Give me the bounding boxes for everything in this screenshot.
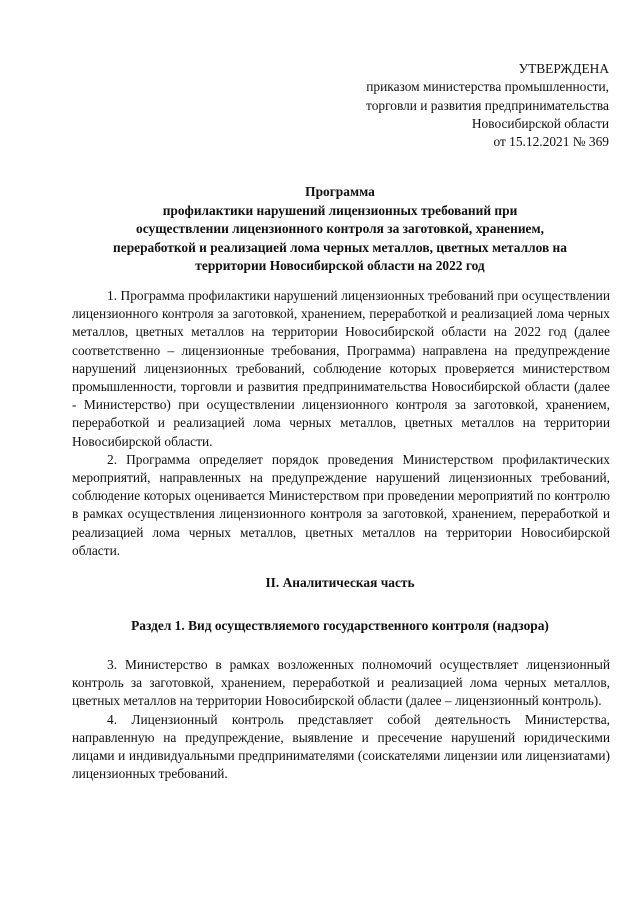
intro-section	[72, 287, 610, 560]
approval-stamp	[366, 60, 609, 151]
document-title	[72, 183, 608, 276]
razdel-1-section	[72, 656, 610, 783]
title-line-1: Программа	[305, 184, 375, 199]
section-heading-analytical: II. Аналитическая часть	[265, 575, 415, 590]
paragraph-2: 2. Программа определяет порядок проведения Министерством профилактических мероприятий, направленных на предупреждение нарушений лицензионных требований, соблюдение которых оценивается Министерством при проведении мероприятий по контролю в рамках осуществления лицензионного контроля за заготовкой, хранением, переработкой и реализацией лома черных металлов, цветных металлов на территории Новосибирской области.	[72, 451, 610, 558]
paragraph-3: 3. Министерство в рамках возложенных полномочий осуществляет лицензионный контроль за заготовкой, хранением, переработкой и реализацией лома черных металлов, цветных металлов на территории Новосибирской области (далее – лицензионный контроль).	[72, 657, 610, 709]
approval-region-line: Новосибирской области	[471, 115, 609, 131]
title-line-2: профилактики нарушений лицензионных требований при	[162, 202, 518, 218]
paragraph-4: 4. Лицензионный контроль представляет собой деятельность Министерства, направленную на предупреждение, выявление и пресечение нарушений юридическими лицами и индивидуальными предпринимателями (соискателями лицензии или лицензиатами) лицензионных требований.	[72, 711, 610, 782]
title-line-4: переработкой и реализацией лома черных металлов, цветных металлов на	[113, 239, 567, 255]
paragraph-1: 1. Программа профилактики нарушений лицензионных требований при осуществлении лицензионного контроля за заготовкой, хранением, переработкой и реализацией лома черных металлов, цветных металлов на территории Новосибирской области на 2022 год (далее соответственно – лицензионные требования, Программа) направлена на предупреждение нарушений лицензионных требований, соблюдение которых проверяется министерством промышленности, торговли и развития предпринимательства Новосибирской области (далее - Министерство) при осуществлении лицензионного контроля за заготовкой, хранением, переработкой и реализацией лома черных металлов, цветных металлов на территории Новосибирской области.	[72, 288, 610, 449]
approval-ministry-line: торговли и развития предпринимательства	[366, 97, 609, 113]
approval-title: УТВЕРЖДЕНА	[518, 61, 609, 76]
approval-date-number: от 15.12.2021 № 369	[493, 134, 609, 150]
approval-order-line: приказом министерства промышленности,	[366, 79, 609, 95]
title-line-5: территории Новосибирской области на 2022 год	[195, 258, 485, 274]
title-line-3: осуществлении лицензионного контроля за заготовкой, хранением,	[136, 221, 544, 237]
subsection-heading-razdel-1: Раздел 1. Вид осуществляемого государственного контроля (надзора)	[131, 618, 549, 633]
